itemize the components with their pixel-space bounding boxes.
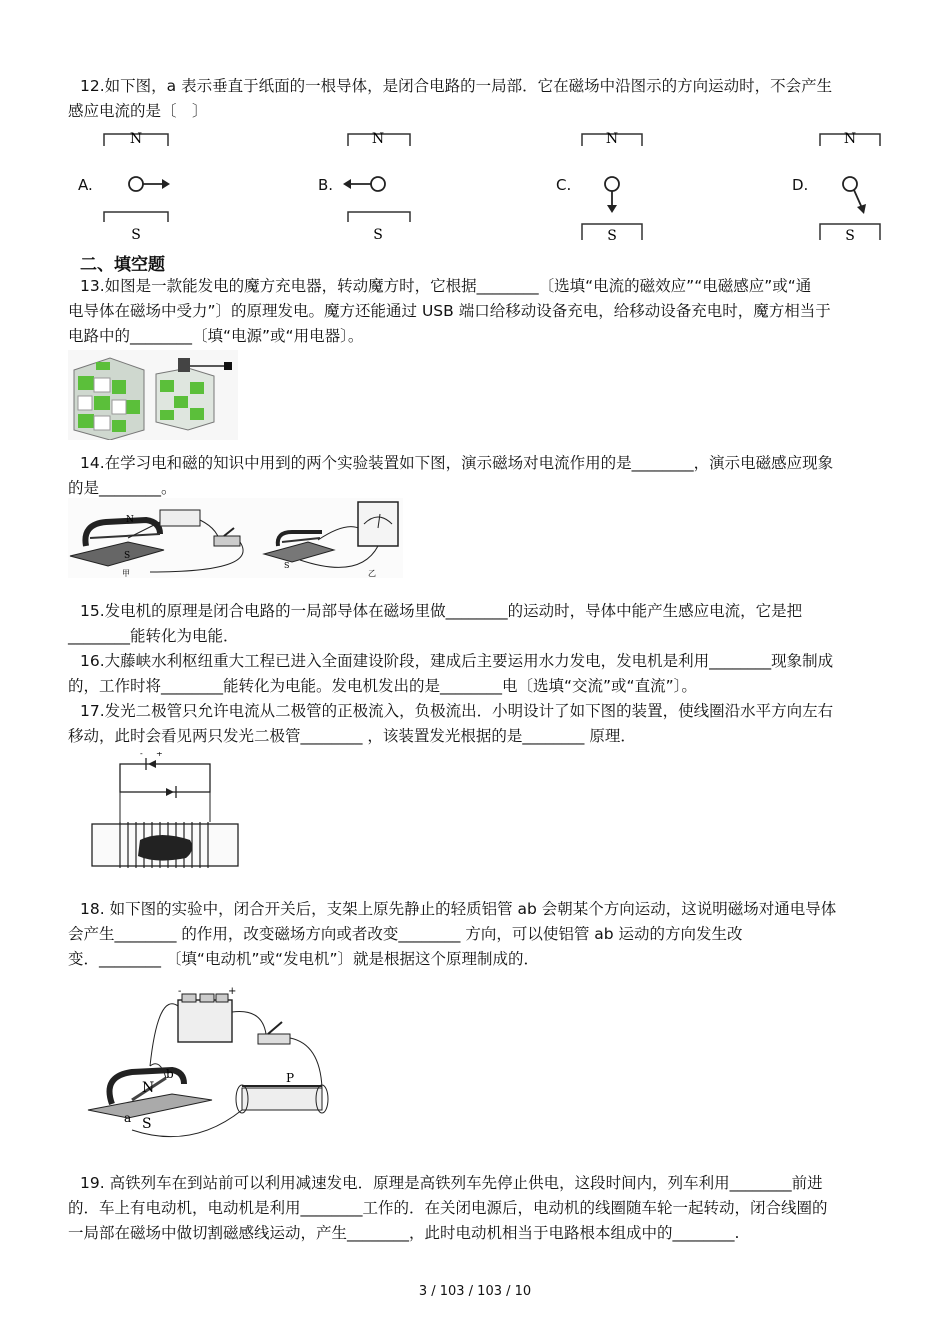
battery-minus-label: - [178,986,182,997]
q16-line-2: 的，工作时将________能转化为电能。发电机发出的是________电〔选填“交流”或“直流”〕。 [68,677,697,695]
q13-line-2: 电导体在磁场中受力”〕的原理发电。魔方还能通过 USB 端口给移动设备充电，给移动设备充电时，魔方相当于 [68,302,831,320]
q12-line-2: 感应电流的是〔 〕 [68,102,208,120]
pole-s-label: S [607,228,617,244]
pole-n-label: N [371,131,385,147]
q15-line-2: ________能转化为电能． [68,627,239,645]
q13-line-3: 电路中的________〔填“电源”或“用电器〕。 [68,327,364,345]
pole-s-label: S [373,227,383,243]
magnet-s-label: S [124,551,131,561]
q12-figure-c [578,124,698,244]
page-footer: 3 / 103 / 103 / 10 [418,1284,532,1299]
q18-line-2: 会产生________ 的作用，改变磁场方向或者改变________ 方向，可以使铝管 ab 运动的方向发生改 [68,925,743,943]
pole-n-label: N [129,131,143,147]
caption-jia: 甲 [122,569,130,578]
q12-figure-b [340,124,460,244]
q12-line-1: 12.如下图，a 表示垂直于纸面的一根导体，是闭合电路的一局部．它在磁场中沿图示的方向运动时，不会产生 [80,77,833,95]
pole-n-label: N [843,131,857,147]
svg-text:+: + [156,752,163,758]
q15-line-1: 15.发电机的原理是闭合电路的一局部导体在磁场里做________的运动时，导体中能产生感应电流，它是把 [80,602,803,620]
option-c-label[interactable]: C. [556,176,572,194]
option-d-label[interactable]: D. [792,176,809,194]
magnet-s-label: S [142,1116,152,1132]
q18-line-3: 变．________ 〔填“电动机”或“发电机”〕就是根据这个原理制成的． [68,950,540,968]
tube-b-label: b [166,1067,174,1081]
pole-s-label: S [131,227,141,243]
q17-line-2: 移动，此时会看见两只发光二极管________ ，该装置发光根据的是________ 原理． [68,727,636,745]
q14-line-2: 的是________。 [68,479,177,497]
q13-line-1: 13.如图是一款能发电的魔方充电器，转动魔方时，它根据________〔选填“电流的磁效应”“电磁感应”或“通 [80,277,812,295]
q17-line-1: 17.发光二极管只允许电流从二极管的正极流入，负极流出．小明设计了如下图的装置，使线圈沿水平方向左右 [80,702,834,720]
q19-line-3: 一局部在磁场中做切割磁感线运动，产生________，此时电动机相当于电路根本组成中的________. [68,1224,740,1242]
aluminum-tube-apparatus-image [82,982,332,1152]
electromagnetism-apparatus-image [68,498,403,578]
q18-line-1: 18. 如下图的实验中，闭合开关后，支架上原先静止的轻质铝管 ab 会朝某个方向运动，这说明磁场对通电导体 [80,900,837,918]
q19-line-2: 的．车上有电动机，电动机是利用________工作的．在关闭电源后，电动机的线圈随车轮一起转动，闭合线圈的 [68,1199,828,1217]
magnet-n-label: N [142,1080,155,1096]
section-heading: 二、填空题 [80,255,165,275]
q19-line-1: 19. 高铁列车在到站前可以利用减速发电．原理是高铁列车先停止供电，这段时间内，列车利用________前进 [80,1174,823,1192]
svg-text:-: - [140,752,143,758]
option-a-label[interactable]: A. [78,176,93,194]
q16-line-1: 16.大藤峡水利枢纽重大工程已进入全面建设阶段，建成后主要运用水力发电，发电机是利用________现象制成 [80,652,834,670]
q12-figure-d [816,124,936,244]
magnet-s-label-2: S [284,561,290,570]
tube-a-label: a [124,1111,132,1125]
q12-figure-a [100,124,220,244]
pole-s-label: S [845,228,855,244]
q14-line-1: 14.在学习电和磁的知识中用到的两个实验装置如下图，演示磁场对电流作用的是________，演示电磁感应现象 [80,454,834,472]
caption-yi: 乙 [368,569,376,578]
led-coil-apparatus-image [90,752,240,872]
magnet-n-label: N [126,515,134,525]
magic-cube-charger-image [68,350,238,440]
rheostat-p-label: P [286,1071,295,1085]
battery-plus-label: + [228,986,237,997]
pole-n-label: N [605,131,619,147]
option-b-label[interactable]: B. [318,176,334,194]
